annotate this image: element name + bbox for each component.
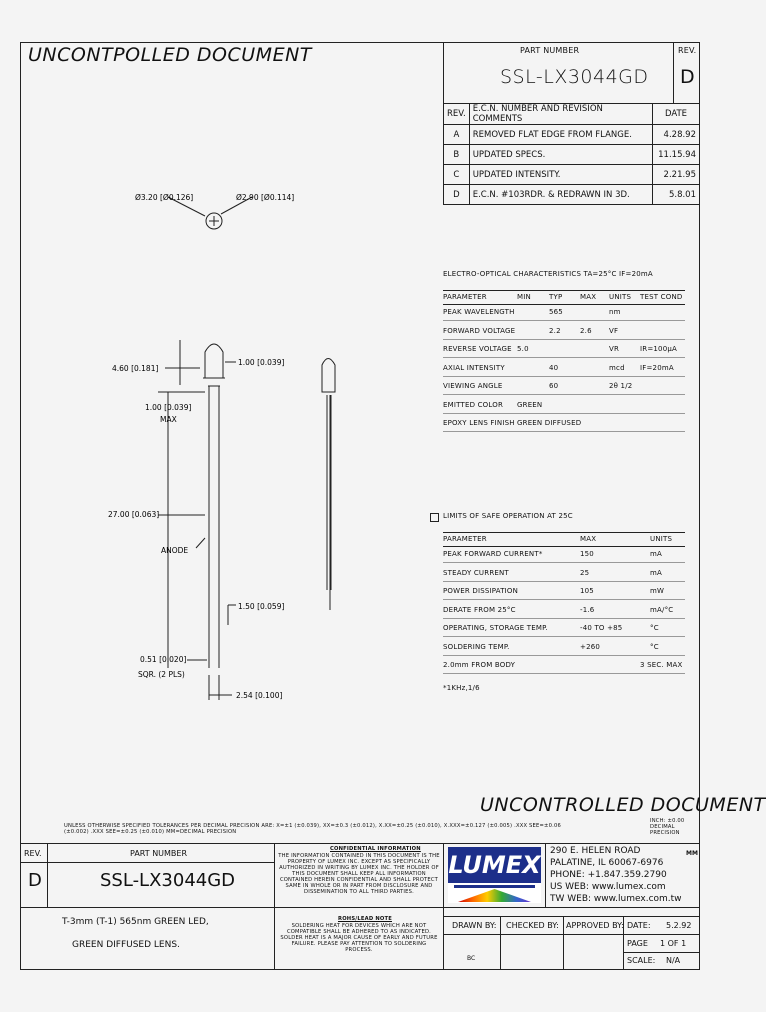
limits-cell: OPERATING, STORAGE TEMP.: [443, 624, 548, 632]
date-label: DATE:: [627, 921, 651, 930]
eo-row-divider: [443, 339, 685, 340]
eo-row-divider: [443, 376, 685, 377]
eo-cell: 40: [549, 363, 559, 372]
limits-row-divider: [443, 618, 685, 619]
revision-header-row: [444, 104, 700, 125]
limits-cell: +260: [580, 642, 601, 651]
confidential-body: THE INFORMATION CONTAINED IN THIS DOCUMENT IS THE PROPERTY OF LUMEX INC. EXCEPT AS SPECIFICALLY AUTHORIZED IN WRITING BY LUMEX INC. THE HOLDER OF THIS DOCUMENT SHALL KEEP ALL INFORMATION CONTAINED HEREIN CONFIDENTIAL AND SHALL PROTECT SAME IN WHOLE OR IN PART FROM DISCLOSURE AND DISSEMINATION TO ALL THIRD PARTIES.: [278, 853, 440, 895]
mechanical-drawing: [0, 0, 440, 720]
dim-100: 1.00 [0.039]: [238, 358, 285, 367]
anode-label: ANODE: [161, 546, 189, 555]
eo-row-divider: [443, 394, 685, 395]
limits-cell: mA/°C: [650, 605, 674, 614]
rev-label: REV.: [678, 46, 697, 55]
limits-row-divider: [443, 581, 685, 582]
limits-cell: 25: [580, 568, 590, 577]
eo-cell: AXIAL INTENSITY: [443, 363, 505, 372]
rohs-body: SOLDERING HEAT FOR DEVICES WHICH ARE NOT COMPATIBLE SHALL BE ADHERED TO AS INDICATED. SOLDER HEAT IS A MAJOR CAUSE OF EARLY AND FUTURE FAILURE. PLEASE PAY ATTENTION TO SOLDERING PROCESS.: [280, 923, 438, 953]
page-value: 1 OF 1: [660, 939, 687, 948]
dim-dia2: Ø2.90 [Ø0.114]: [236, 193, 295, 202]
limits-row-divider: [443, 599, 685, 600]
limits-row-divider: [443, 636, 685, 637]
limits-cell: 3 SEC. MAX: [640, 661, 683, 669]
eo-title: ELECTRO-OPTICAL CHARACTERISTICS TA=25°C IF=20mA: [443, 270, 653, 278]
electro-optical-table: ELECTRO-OPTICAL CHARACTERISTICS TA=25°C IF=20mA PARAMETER MIN TYP MAX UNITS TEST COND PEAK WAVELENGTH 565 nm FORWARD VOLTAGE 2.2 2.6 VF REVERSE VOLTAGE 5.0 VR IR=100µA AXIAL INTENSITY 40 mcd IF=20mA VIEWING ANGLE 60 2θ 1/2 EMITTED COLOR GREEN EPOXY LENS FINISH GREEN DIFFUSED: [443, 270, 685, 440]
limits-cell: mA: [650, 568, 663, 577]
inch-precision: INCH: ±0.00 DECIMAL PRECISION: [650, 818, 685, 836]
eo-cell: 5.0: [517, 345, 529, 353]
checked-by-label: CHECKED BY:: [506, 921, 559, 930]
drawn-by-label: DRAWN BY:: [452, 921, 497, 930]
uncontrolled-watermark-bottom: UNCONTROLLED DOCUMENT: [480, 794, 766, 816]
eo-cell: VIEWING ANGLE: [443, 382, 503, 390]
eo-cell: EPOXY LENS FINISH: [443, 419, 515, 427]
eo-cell: GREEN: [517, 400, 543, 409]
dim-27: 27.00 [0.063]: [108, 510, 160, 519]
drawn-by: BC: [467, 955, 476, 962]
lumex-logo: LUMEX: [448, 847, 541, 903]
limits-cell: -40 TO +85: [580, 624, 623, 632]
revision-row: D E.C.N. #103RDR. & REDRAWN IN 3D. 5.8.01: [444, 185, 700, 205]
eo-cell: 565: [549, 308, 563, 316]
footer-rev: D: [28, 870, 42, 891]
uncontrolled-watermark-top: UNCONTPOLLED DOCUMENT: [28, 44, 312, 66]
footer-rev-label: REV.: [24, 849, 42, 858]
revision-row: B UPDATED SPECS. 11.15.94: [444, 145, 700, 165]
footer-part-number-label: PART NUMBER: [130, 849, 188, 858]
eo-cell: 60: [549, 382, 559, 390]
eo-cell: mcd: [609, 363, 625, 372]
address-line1: 290 E. HELEN ROAD: [550, 846, 641, 856]
scale-value: N/A: [666, 956, 681, 965]
limits-cell: POWER DISSIPATION: [443, 587, 519, 595]
eo-cell: REVERSE VOLTAGE: [443, 345, 512, 353]
description-line1: T-3mm (T-1) 565nm GREEN LED,: [62, 917, 209, 927]
eo-cell: nm: [609, 308, 621, 316]
limits-cell: 150: [580, 550, 594, 558]
tolerance-note: UNLESS OTHERWISE SPECIFIED TOLERANCES PER DECIMAL PRECISION ARE: X=±1 (±0.039), XX=±0.3 (±0.012), X.XX=±0.25 (±0.010), X.XXX=±0.127 (±0.005) .XXX SEE=±0.06 (±0.002) .XXX SEE=±0.25 (±0.010) MM=DECIMAL PRECISION: [64, 823, 561, 835]
limits-cell: DERATE FROM 25°C: [443, 605, 516, 614]
limits-cell: 105: [580, 587, 594, 595]
eo-cell: PEAK WAVELENGTH: [443, 308, 515, 316]
eo-row-divider: [443, 413, 685, 414]
mm-label: MM: [686, 850, 698, 857]
eo-cell: FORWARD VOLTAGE: [443, 326, 516, 335]
phone: PHONE: +1.847.359.2790: [550, 870, 667, 880]
led-body: [205, 344, 223, 378]
part-number-label: PART NUMBER: [520, 46, 580, 55]
tw-web-link[interactable]: TW WEB: www.lumex.com.tw: [550, 894, 682, 904]
eo-cell: IR=100µA: [640, 345, 677, 353]
rev-value: D: [680, 66, 695, 88]
eo-cell: 2.6: [580, 326, 592, 335]
date-col-header: DATE: [653, 104, 700, 125]
limits-cell: SOLDERING TEMP.: [443, 642, 510, 651]
dim-254: 2.54 [0.100]: [236, 691, 283, 700]
address-line2: PALATINE, IL 60067-6976: [550, 858, 664, 868]
confidential-title: CONFIDENTIAL INFORMATION: [330, 846, 421, 852]
part-number: SSL-LX3044GD: [500, 66, 649, 88]
eo-row-divider: [443, 357, 685, 358]
rohs-title: ROHS/LEAD NOTE: [338, 916, 392, 922]
limits-cell: °C: [650, 642, 659, 651]
eo-cell: 2θ 1/2: [609, 382, 633, 390]
limits-cell: STEADY CURRENT: [443, 568, 509, 577]
limits-row-divider: [443, 655, 685, 656]
rev-col-header: REV.: [444, 104, 470, 125]
page-label: PAGE: [627, 939, 648, 948]
limits-row-divider: [443, 673, 685, 674]
eo-row-divider: [443, 431, 685, 432]
date-value: 5.2.92: [666, 921, 692, 930]
description-line2: GREEN DIFFUSED LENS.: [72, 940, 180, 950]
limits-title: LIMITS OF SAFE OPERATION AT 25C: [443, 512, 573, 520]
limits-note: *1KHz,1/6: [443, 684, 480, 692]
dim-dia1: Ø3.20 [Ø0.126]: [135, 193, 194, 202]
eo-cell: IF=20mA: [640, 363, 674, 372]
eo-cell: VR: [609, 345, 620, 353]
dim-max: MAX: [160, 415, 177, 424]
scale-label: SCALE:: [627, 956, 656, 965]
dim-460: 4.60 [0.181]: [112, 364, 159, 373]
us-web-link[interactable]: US WEB: www.lumex.com: [550, 882, 666, 892]
eo-row-divider: [443, 320, 685, 321]
eo-cell: GREEN DIFFUSED: [517, 419, 582, 427]
footer-part-number: SSL-LX3044GD: [100, 870, 236, 891]
limits-row-divider: [443, 562, 685, 563]
limits-cell: mA: [650, 550, 663, 558]
limits-table: LIMITS OF SAFE OPERATION AT 25C PARAMETER MAX UNITS PEAK FORWARD CURRENT* 150 mA STEADY CURRENT 25 mA POWER DISSIPATION 105 mW DERATE FROM 25°C -1.6 mA/°C OPERATING, STORAGE TEMP. -40 TO +85 °C SOLDERING TEMP. +260 °C 2.0mm FROM BODY 3 SEC. MAX *1KHz,1/6: [430, 512, 685, 692]
dim-150: 1.50 [0.059]: [238, 602, 285, 611]
limits-cell: PEAK FORWARD CURRENT*: [443, 550, 543, 558]
revision-row: A REMOVED FLAT EDGE FROM FLANGE. 4.28.92: [444, 125, 700, 145]
revision-table: [443, 103, 700, 205]
eo-cell: VF: [609, 326, 619, 335]
limits-cell: mW: [650, 587, 665, 595]
limits-cell: 2.0mm FROM BODY: [443, 661, 516, 669]
eo-cell: 2.2: [549, 326, 561, 335]
sqr-label: SQR. (2 PLS): [138, 670, 185, 679]
ecn-col-header: E.C.N. NUMBER AND REVISION COMMENTS: [469, 104, 652, 125]
dim-051: 0.51 [0.020]: [140, 655, 187, 664]
limits-cell: -1.6: [580, 605, 595, 614]
dim-100-max: 1.00 [0.039]: [145, 403, 192, 412]
approved-by-label: APPROVED BY:: [566, 921, 624, 930]
limits-cell: °C: [650, 624, 659, 632]
led-side-view: [322, 359, 335, 393]
revision-row: C UPDATED INTENSITY. 2.21.95: [444, 165, 700, 185]
eo-cell: EMITTED COLOR: [443, 400, 504, 409]
